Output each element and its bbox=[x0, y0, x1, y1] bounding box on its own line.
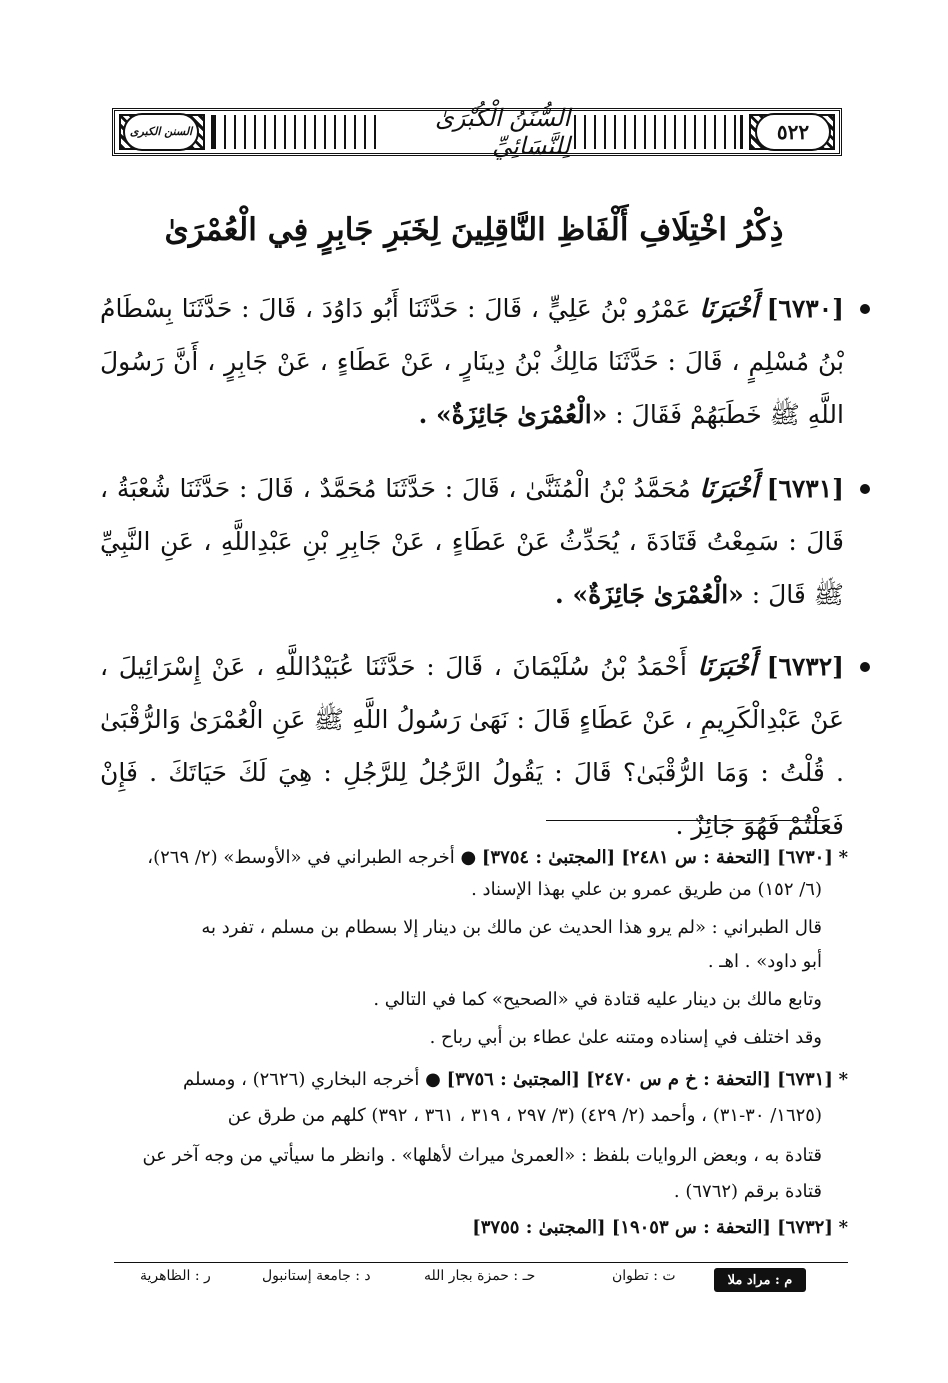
footnote-line: قتادة برقم (٦٧٦٢) . bbox=[673, 1181, 822, 1202]
hadith-line: عَبْدِالْكَرِيمِ ، عَنْ عَطَاءٍ قَالَ : نَهَىٰ رَسُولُ اللَّهِ ﷺ عَنِ الْعُمْرَىٰ وَالرُّقْبَىٰ . قُلْتُ : bbox=[100, 705, 844, 787]
manuscript-m: م : مراد ملا bbox=[714, 1268, 806, 1292]
page-header bbox=[112, 104, 842, 160]
bullet-icon bbox=[860, 662, 870, 672]
footnote-6731: * [٦٧٣١] [التحفة : خ م س ٢٤٧٠] [المجتبىٰ : ٣٧٥٦] ● أخرجه البخاري (٢٦٢٦) ، ومسلم bbox=[183, 1069, 848, 1090]
bullet-icon bbox=[860, 484, 870, 494]
footnote-divider bbox=[546, 820, 826, 821]
footnote-line: (٦/ ١٥٢) من طريق عمرو بن علي بهذا الإسناد . bbox=[471, 879, 822, 900]
hadith-line: وَمَا الرُّقْبَىٰ؟ قَالَ : يَقُولُ الرَّجُلُ لِلرَّجُلِ : هِيَ لَكَ حَيَاتَكَ . فَإِنْ فَعَلْتُمْ فَهُوَ جَائِزٌ . bbox=[100, 758, 844, 840]
footnote-line: وتابع مالك بن دينار عليه قتادة في «الصحيح» كما في التالي . bbox=[373, 989, 822, 1010]
hadith-quote: «الْعُمْرَىٰ جَائِزَةٌ» . bbox=[418, 400, 608, 429]
manuscript-t: ت : تطوان bbox=[612, 1268, 676, 1284]
akhbarana: أَخْبَرَنَا bbox=[697, 652, 756, 681]
hadith-line: عَمْرُو بْنُ عَلِيٍّ ، قَالَ : حَدَّثَنَا أَبُو دَاوُدَ ، قَالَ : حَدَّثَنَا بِسْطَامُ بْنُ bbox=[100, 294, 844, 376]
footnote-line: وقد اختلف في إسناده ومتنه علىٰ عطاء بن أبي رباح . bbox=[429, 1027, 822, 1048]
bullet-icon bbox=[860, 304, 870, 314]
hadith-line: مُسْلِمٍ ، قَالَ : حَدَّثَنَا مَالِكُ بْنُ دِينَارٍ ، عَنْ عَطَاءٍ ، عَنْ جَابِرٍ ، أَنَّ رَسُولَ اللَّهِ ﷺ bbox=[100, 347, 844, 429]
manuscript-r: ر : الظاهرية bbox=[140, 1268, 211, 1284]
hadith-6731 bbox=[100, 462, 844, 621]
footnote-line: (١٦٢٥/ ٣٠-٣١) ، وأحمد (٢/ ٤٢٩) (٣/ ٢٩٧ ، ٣١٩ ، ٣٦١ ، ٣٩٢) كلهم من طرق عن bbox=[227, 1105, 822, 1126]
manuscript-d: د : جامعة إستانبول bbox=[262, 1268, 371, 1284]
header-ornament-band bbox=[211, 104, 743, 160]
footer-divider bbox=[114, 1262, 848, 1263]
manuscript-h: حـ : حمزة بجار الله bbox=[424, 1268, 536, 1284]
footnote-line: قتادة به ، وبعض الروايات بلفظ : «العمرىٰ ميراث لأهلها» . وانظر ما سيأتي من وجه آخر عن bbox=[142, 1145, 822, 1166]
hadith-number: [٦٧٣١] bbox=[766, 474, 844, 503]
hadith-line: مُحَمَّدُ بْنُ الْمُثَنَّىٰ ، قَالَ : حَدَّثَنَا مُحَمَّدٌ ، قَالَ : حَدَّثَنَا شُعْبَةُ ، bbox=[100, 474, 691, 503]
hadith-line: خَطَبَهُمْ فَقَالَ : bbox=[615, 400, 762, 429]
page-number: ٥٢٢ bbox=[755, 113, 831, 151]
hadith-line: أَحْمَدُ بْنُ سُلَيْمَانَ ، قَالَ : حَدَّثَنَا عُبَيْدُاللَّهِ ، عَنْ إِسْرَائِيلَ ، عَنْ bbox=[100, 652, 844, 734]
hadith-quote: «الْعُمْرَىٰ جَائِزَةٌ» . bbox=[555, 580, 744, 609]
akhbarana: أَخْبَرَنَا bbox=[699, 474, 758, 503]
footnote-6730: * [٦٧٣٠] [التحفة : س ٢٤٨١] [المجتبىٰ : ٣٧٥٤] ● أخرجه الطبراني في «الأوسط» (٢/ ٢٦٩)، bbox=[147, 847, 848, 868]
akhbarana: أَخْبَرَنَا bbox=[699, 294, 758, 323]
section-title: ذِكْرُ اخْتِلَافِ أَلْفَاظِ النَّاقِلِينَ لِخَبَرِ جَابِرٍ فِي الْعُمْرَىٰ bbox=[164, 212, 784, 248]
footnote-line: قال الطبراني : «لم يرو هذا الحديث عن مالك بن دينار إلا بسطام بن مسلم ، تفرد به bbox=[201, 917, 822, 938]
footnote-line: أبو داود» . اهـ . bbox=[707, 951, 822, 972]
hadith-line: قَالَ : bbox=[751, 580, 806, 609]
hadith-number: [٦٧٣٢] bbox=[766, 652, 844, 681]
hadith-line: قَالَ : سَمِعْتُ قَتَادَةَ ، يُحَدِّثُ عَنْ عَطَاءٍ ، عَنْ جَابِرِ بْنِ عَبْدِاللَّهِ ، عَنِ النَّبِيِّ ﷺ bbox=[100, 527, 844, 609]
book-title: السُّنَنُ الْكُبْرَىٰ لِلنَّسَائِيِّ bbox=[384, 115, 570, 149]
footnote-6732: * [٦٧٣٢] [التحفة : س ١٩٠٥٣] [المجتبىٰ : ٣٧٥٥] bbox=[472, 1217, 848, 1238]
hadith-6730 bbox=[100, 282, 844, 441]
book-logo: السنن الكبرى bbox=[123, 113, 199, 151]
hadith-number: [٦٧٣٠] bbox=[766, 294, 844, 323]
